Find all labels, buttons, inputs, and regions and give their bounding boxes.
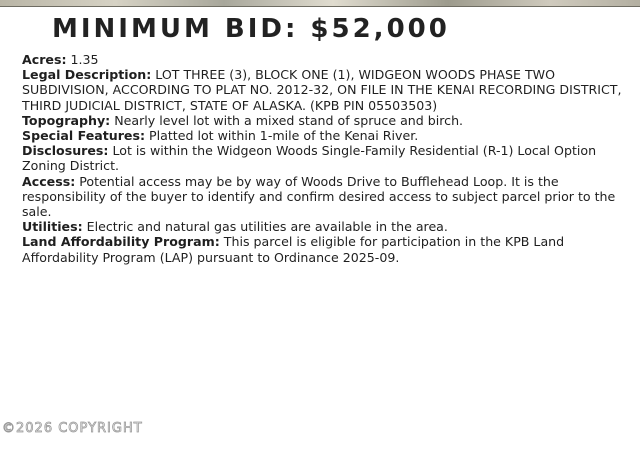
field-value: Nearly level lot with a mixed stand of spruce and birch. [114,112,464,128]
field-value: Potential access may be by way of Woods Drive to Bufflehead Loop. It is the responsibility of the buyer to identify and confirm desired access to subject parcel prior to the sale. [22,173,616,220]
field-label: Topography: [22,112,111,128]
field-special-features [22,128,622,143]
parcel-details [22,52,622,265]
field-value: 1.35 [70,52,99,67]
top-photo-strip [0,0,640,7]
field-utilities [22,219,622,234]
field-label: Disclosures: [22,143,109,159]
field-access [22,174,622,220]
field-value: Lot is within the Widgeon Woods Single-Family Residential (R-1) Local Option Zoning District. [22,143,597,174]
field-legal-description [22,67,622,113]
field-value: Electric and natural gas utilities are available in the area. [86,219,448,235]
field-topography [22,113,622,128]
minimum-bid-heading: MINIMUM BID: $52,000 [52,14,450,44]
field-land-affordability-program [22,234,622,264]
field-value: This parcel is eligible for participation in the KPB Land Affordability Program (LAP) pursuant to Ordinance 2025-09. [22,234,565,265]
field-label: Access: [22,173,76,189]
field-label: Special Features: [22,128,146,144]
field-label: Utilities: [22,219,83,235]
field-label: Legal Description: [22,67,152,83]
field-acres [22,52,622,67]
copyright-watermark: ©2026 COPYRIGHT [2,421,143,436]
field-disclosures [22,143,622,173]
field-value: Platted lot within 1-mile of the Kenai River. [149,128,419,144]
field-label: Acres: [22,52,67,67]
field-value: LOT THREE (3), BLOCK ONE (1), WIDGEON WOODS PHASE TWO SUBDIVISION, ACCORDING TO PLAT NO. 2012-32, ON FILE IN THE KENAI RECORDING DISTRICT, THIRD JUDICIAL DISTRICT, STATE OF ALASKA. (KPB PIN 05503503) [22,67,622,113]
field-label: Land Affordability Program: [22,234,220,250]
